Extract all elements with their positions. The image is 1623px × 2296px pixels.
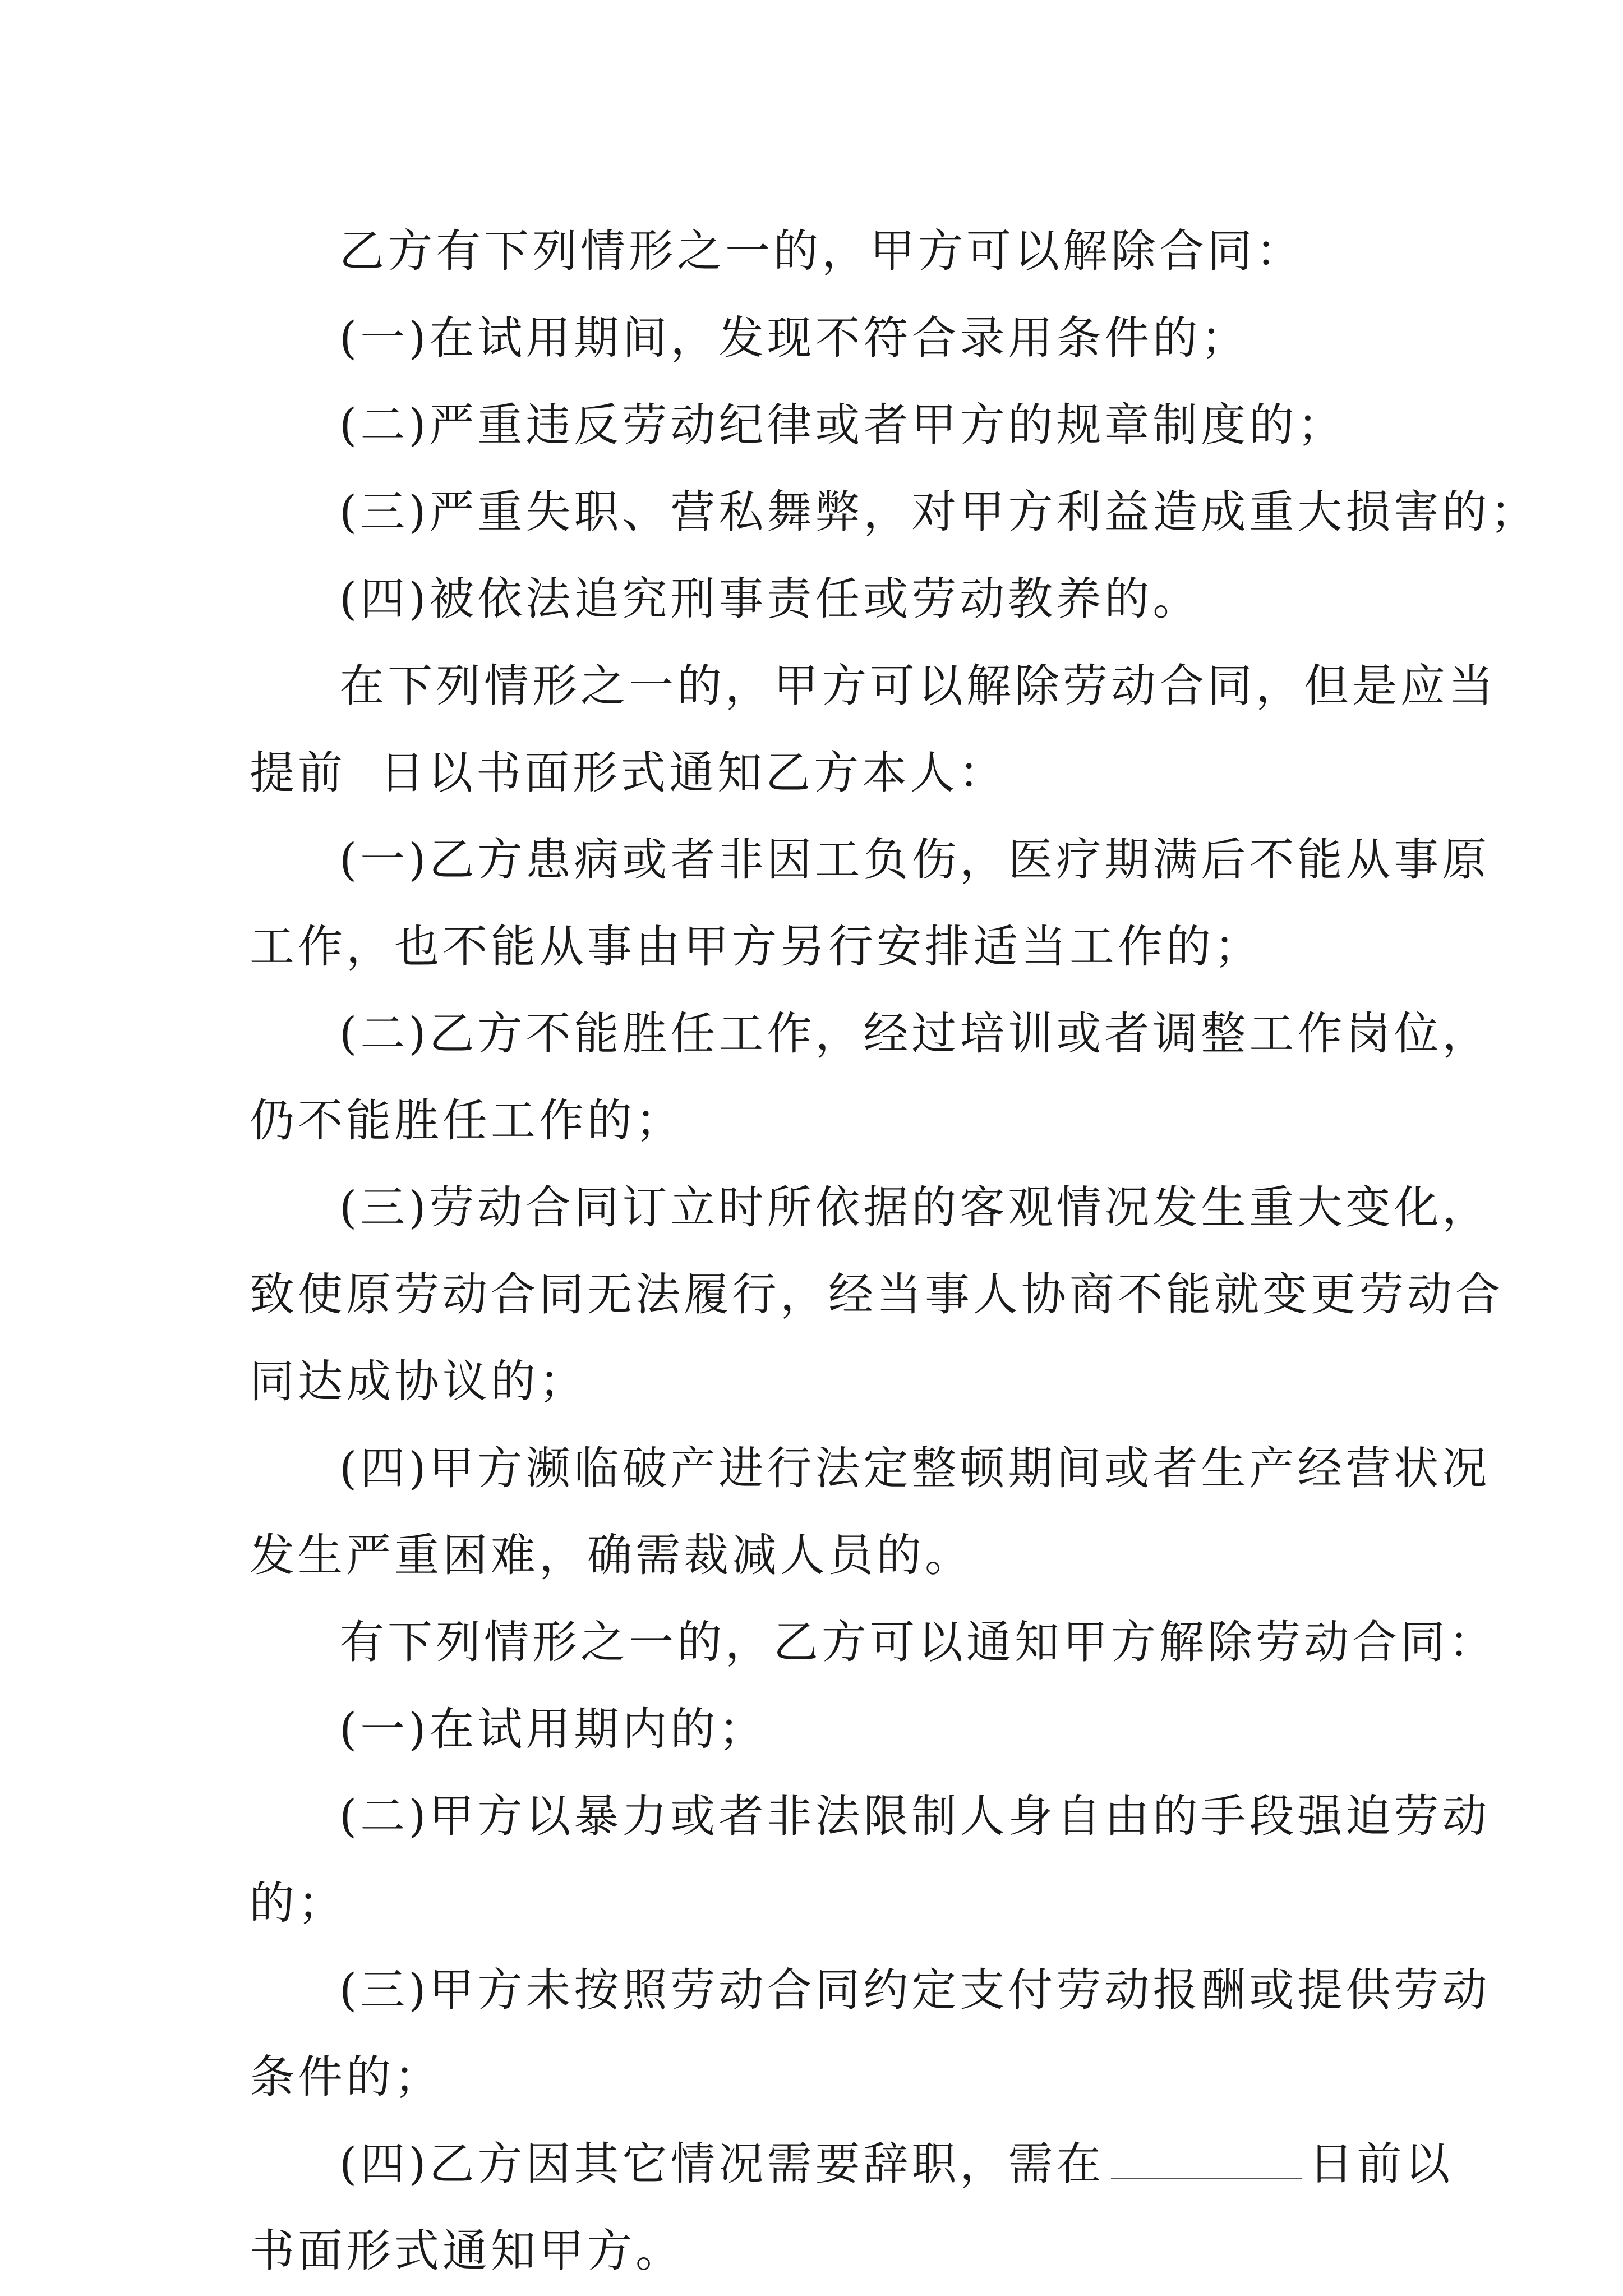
list-item-circumstance-change-cont2 — [250, 1338, 1388, 1425]
paragraph-text: (二)乙方不能胜任工作，经过培训或者调整工作岗位， — [339, 1007, 1491, 1060]
list-item-negligence — [250, 468, 1539, 555]
list-item-resignation — [250, 2120, 1454, 2207]
paragraph-text: 致使原劳动合同无法履行，经当事人协商不能就变更劳动合 — [250, 1268, 1504, 1320]
paragraph-text: 书面形式通知甲方。 — [250, 2225, 684, 2277]
paragraph-text: (一)在试用期内的； — [339, 1703, 767, 1755]
paragraph-notice-intro — [250, 642, 1497, 729]
list-item-incompetent — [250, 990, 1491, 1077]
paragraph-text: (二)严重违反劳动纪律或者甲方的规章制度的； — [339, 399, 1346, 451]
paragraph-text: 日以书面形式通知乙方本人： — [380, 747, 1007, 799]
paragraph-text: 有下列情形之一的，乙方可以通知甲方解除劳动合同： — [339, 1616, 1497, 1668]
list-item-bankruptcy — [250, 1425, 1491, 1512]
paragraph-text: (四)乙方因其它情况需要辞职，需在 — [339, 2138, 1105, 2190]
list-item-circumstance-change-cont — [250, 1251, 1504, 1338]
paragraph-text: 条件的； — [250, 2051, 442, 2103]
paragraph-text: (四)甲方濒临破产进行法定整顿期间或者生产经营状况 — [339, 1442, 1491, 1494]
list-item-unpaid-cont — [250, 2033, 1388, 2120]
paragraph-text: 提前 — [250, 747, 346, 799]
paragraph-text: 日前以 — [1308, 2138, 1454, 2190]
list-item-probation — [250, 295, 1388, 381]
list-item-illness — [250, 816, 1491, 903]
paragraph-text: 同达成协议的； — [250, 1355, 587, 1407]
list-item-discipline — [250, 381, 1388, 468]
list-item-unpaid — [250, 1947, 1491, 2033]
paragraph-text: 的； — [250, 1877, 346, 1929]
days-blank-field[interactable] — [1111, 2138, 1302, 2179]
list-item-criminal — [250, 555, 1388, 642]
paragraph-party-b-termination-intro — [250, 208, 1388, 295]
paragraph-text: 发生严重困难，确需裁减人员的。 — [250, 1529, 973, 1581]
paragraph-text: 乙方有下列情形之一的，甲方可以解除合同： — [339, 225, 1304, 277]
list-item-circumstance-change — [250, 1164, 1491, 1251]
paragraph-text: (一)在试用期间，发现不符合录用条件的； — [339, 312, 1249, 364]
paragraph-text: (三)劳动合同订立时所依据的客观情况发生重大变化， — [339, 1181, 1491, 1234]
list-item-probation-b — [250, 1686, 1388, 1773]
list-item-forced-labor-cont — [250, 1860, 1388, 1947]
paragraph-text: 工作，也不能从事由甲方另行安排适当工作的； — [250, 921, 1262, 973]
list-item-resignation-cont — [250, 2207, 1388, 2294]
paragraph-text: (三)甲方未按照劳动合同约定支付劳动报酬或提供劳动 — [339, 1964, 1491, 2016]
paragraph-text: (一)乙方患病或者非因工负伤，医疗期满后不能从事原 — [339, 834, 1491, 886]
paragraph-party-b-notice-intro — [250, 1599, 1497, 1686]
list-item-forced-labor — [250, 1773, 1491, 1860]
paragraph-text: (四)被依法追究刑事责任或劳动教养的。 — [339, 573, 1201, 625]
paragraph-text: (三)严重失职、营私舞弊，对甲方利益造成重大损害的； — [339, 486, 1539, 538]
paragraph-text: 仍不能胜任工作的； — [250, 1094, 684, 1147]
paragraph-text: 在下列情形之一的，甲方可以解除劳动合同，但是应当 — [339, 660, 1497, 712]
document-body — [250, 208, 1539, 2294]
list-item-illness-cont — [250, 903, 1388, 990]
paragraph-text: (二)甲方以暴力或者非法限制人身自由的手段强迫劳动 — [339, 1790, 1491, 1842]
list-item-incompetent-cont — [250, 1077, 1388, 1164]
paragraph-notice-intro-cont — [250, 729, 1388, 816]
list-item-bankruptcy-cont — [250, 1512, 1388, 1599]
